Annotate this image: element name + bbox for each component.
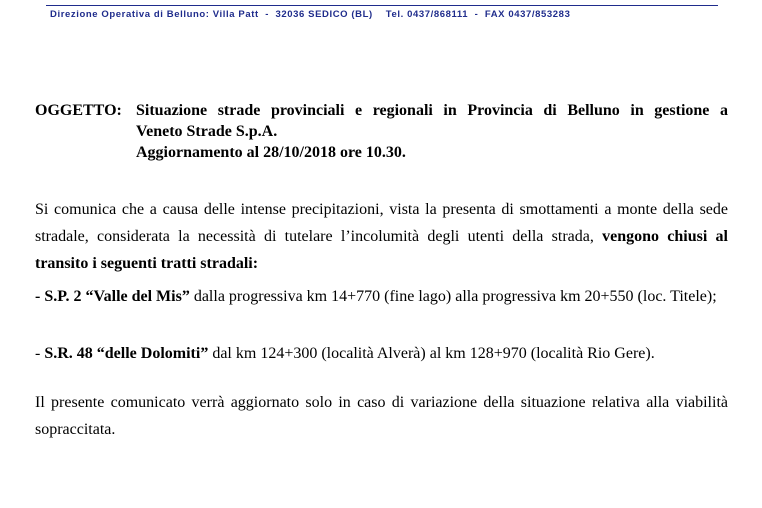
tel-label: Tel. [385, 9, 404, 20]
road-sp2-name: - S.P. 2 “Valle del Mis” [35, 288, 190, 305]
postcode-city: 32036 SEDICO (BL) [275, 9, 373, 20]
subject-text [136, 100, 728, 163]
fax-number: 0437/853283 [508, 9, 571, 20]
separator: - [474, 9, 479, 20]
subject-line-2: Veneto Strade S.p.A. [136, 123, 278, 140]
header-divider [46, 5, 718, 6]
closing-paragraph: Il presente comunicato verrà aggiornato solo in caso di variazione della situazione relativa alla viabilità sopraccitata. [35, 394, 728, 438]
road-closure-item-sr48 [35, 340, 728, 367]
road-sr48-details: dal km 124+300 (località Alverà) al km 128+970 (località Rio Gere). [212, 345, 655, 362]
subject-line-3: Aggiornamento al 28/10/2018 ore 10.30. [136, 144, 406, 161]
subject-label: OGGETTO: [35, 102, 122, 119]
office-name: Direzione Operativa di Belluno: [50, 9, 210, 20]
road-sr48-dash: - [35, 345, 41, 362]
letterhead-contact-line [50, 9, 570, 20]
office-address: Villa Patt [212, 9, 259, 20]
road-closure-item-sp2 [35, 283, 728, 310]
intro-text: Si comunica che a causa delle intense precipitazioni, vista la presenta di smottamenti a monte della sede stradale, considerata la necessità di tutelare l’incolumità degli utenti della strada, [35, 201, 728, 245]
subject-block [35, 100, 728, 163]
separator: - [265, 9, 269, 20]
road-sr48-name: S.R. 48 “delle Dolomiti” [44, 345, 209, 362]
subject-line-1: Situazione strade provinciali e regionali in Provincia di Belluno in gestione a [136, 102, 728, 119]
intro-bold-text: vengono chiusi al transito i seguenti tratti stradali: [35, 228, 729, 272]
road-sp2-details: dalla progressiva km 14+770 (fine lago) alla progressiva km 20+550 (loc. Titele); [193, 288, 717, 305]
tel-number: 0437/868111 [407, 9, 469, 20]
intro-paragraph [35, 196, 728, 277]
fax-label: FAX [484, 9, 506, 20]
